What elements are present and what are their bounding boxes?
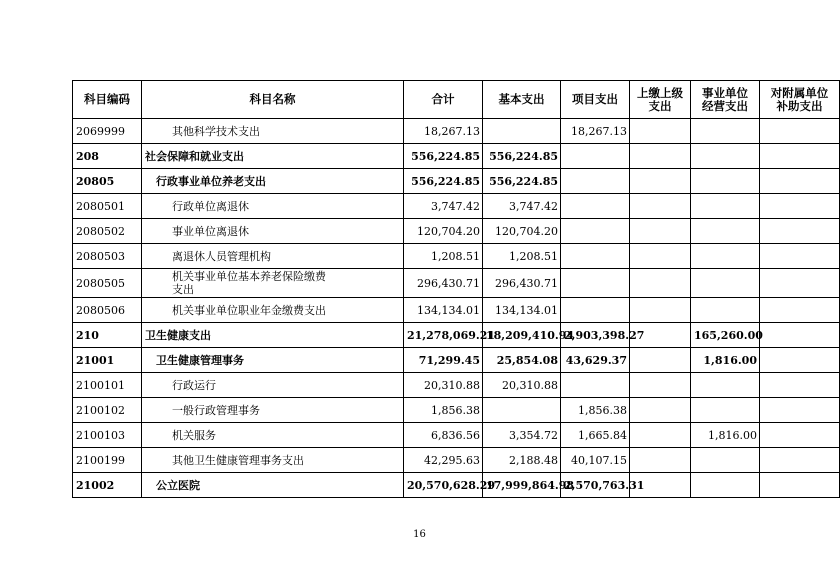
cell-upper [630, 244, 691, 269]
table-row [73, 323, 840, 348]
cell-total: 3,747.42 [404, 194, 483, 219]
cell-subject-code: 20805 [73, 169, 142, 194]
cell-upper [630, 373, 691, 398]
cell-subject-name: 行政单位离退休 [142, 194, 404, 219]
cell-subsidy [760, 298, 840, 323]
cell-subject-name: 其他卫生健康管理事务支出 [142, 448, 404, 473]
cell-upper [630, 398, 691, 423]
cell-total: 1,856.38 [404, 398, 483, 423]
cell-total: 18,267.13 [404, 119, 483, 144]
cell-project [561, 244, 630, 269]
cell-upper [630, 219, 691, 244]
cell-business [691, 144, 760, 169]
cell-business: 165,260.00 [691, 323, 760, 348]
cell-basic: 2,188.48 [483, 448, 561, 473]
cell-total: 296,430.71 [404, 269, 483, 298]
header-upper-remittance: 上缴上级 支出 [630, 81, 691, 119]
budget-table-container [72, 80, 829, 498]
cell-project [561, 169, 630, 194]
cell-total: 6,836.56 [404, 423, 483, 448]
cell-project: 18,267.13 [561, 119, 630, 144]
table-row [73, 144, 840, 169]
cell-project [561, 269, 630, 298]
table-row [73, 473, 840, 498]
cell-project: 43,629.37 [561, 348, 630, 373]
cell-subsidy [760, 244, 840, 269]
expenditure-table [72, 80, 840, 498]
cell-total: 134,134.01 [404, 298, 483, 323]
cell-total: 71,299.45 [404, 348, 483, 373]
cell-project: 1,665.84 [561, 423, 630, 448]
cell-basic: 134,134.01 [483, 298, 561, 323]
cell-subject-name: 事业单位离退休 [142, 219, 404, 244]
cell-subject-code: 2069999 [73, 119, 142, 144]
page-number: 16 [413, 529, 426, 540]
cell-basic: 18,209,410.94 [483, 323, 561, 348]
cell-upper [630, 194, 691, 219]
cell-total: 20,310.88 [404, 373, 483, 398]
cell-subsidy [760, 448, 840, 473]
cell-upper [630, 169, 691, 194]
cell-total: 120,704.20 [404, 219, 483, 244]
cell-subject-code: 21002 [73, 473, 142, 498]
cell-business [691, 219, 760, 244]
cell-subject-code: 2080505 [73, 269, 142, 298]
header-basic-expenditure: 基本支出 [483, 81, 561, 119]
cell-total: 556,224.85 [404, 169, 483, 194]
cell-upper [630, 144, 691, 169]
cell-upper [630, 298, 691, 323]
header-subject-code: 科目编码 [73, 81, 142, 119]
cell-subject-name: 社会保障和就业支出 [142, 144, 404, 169]
cell-subject-name: 机关事业单位基本养老保险缴费 支出 [142, 269, 404, 298]
cell-subject-name: 其他科学技术支出 [142, 119, 404, 144]
cell-business [691, 398, 760, 423]
cell-subsidy [760, 169, 840, 194]
cell-subject-name: 行政运行 [142, 373, 404, 398]
cell-business [691, 298, 760, 323]
cell-subsidy [760, 423, 840, 448]
cell-total: 556,224.85 [404, 144, 483, 169]
table-row [73, 448, 840, 473]
table-header-row [73, 81, 840, 119]
cell-subject-code: 2100103 [73, 423, 142, 448]
header-subject-name: 科目名称 [142, 81, 404, 119]
cell-total: 20,570,628.29 [404, 473, 483, 498]
cell-project [561, 219, 630, 244]
cell-business [691, 448, 760, 473]
header-affiliate-subsidy: 对附属单位 补助支出 [760, 81, 840, 119]
cell-subject-name: 行政事业单位养老支出 [142, 169, 404, 194]
cell-subject-code: 2080506 [73, 298, 142, 323]
table-row [73, 194, 840, 219]
header-project-expenditure: 项目支出 [561, 81, 630, 119]
cell-subject-code: 2080502 [73, 219, 142, 244]
cell-project: 2,570,763.31 [561, 473, 630, 498]
cell-total: 1,208.51 [404, 244, 483, 269]
cell-basic: 296,430.71 [483, 269, 561, 298]
table-row [73, 219, 840, 244]
cell-subsidy [760, 473, 840, 498]
cell-subject-code: 208 [73, 144, 142, 169]
cell-subject-code: 2100102 [73, 398, 142, 423]
cell-basic: 3,354.72 [483, 423, 561, 448]
cell-basic: 25,854.08 [483, 348, 561, 373]
cell-subsidy [760, 269, 840, 298]
cell-subsidy [760, 144, 840, 169]
cell-upper [630, 119, 691, 144]
cell-project [561, 194, 630, 219]
cell-subject-name: 一般行政管理事务 [142, 398, 404, 423]
cell-business [691, 169, 760, 194]
table-row [73, 244, 840, 269]
cell-subject-name: 机关服务 [142, 423, 404, 448]
cell-basic: 17,999,864.98 [483, 473, 561, 498]
cell-basic [483, 119, 561, 144]
cell-project: 1,856.38 [561, 398, 630, 423]
cell-subsidy [760, 398, 840, 423]
cell-business: 1,816.00 [691, 348, 760, 373]
table-row [73, 169, 840, 194]
cell-basic: 120,704.20 [483, 219, 561, 244]
table-row [73, 298, 840, 323]
cell-project: 40,107.15 [561, 448, 630, 473]
cell-subject-code: 2080501 [73, 194, 142, 219]
cell-business [691, 119, 760, 144]
cell-project [561, 144, 630, 169]
cell-subject-code: 2100101 [73, 373, 142, 398]
cell-subsidy [760, 348, 840, 373]
cell-business [691, 244, 760, 269]
cell-subject-code: 210 [73, 323, 142, 348]
table-row [73, 423, 840, 448]
cell-subject-name: 卫生健康管理事务 [142, 348, 404, 373]
cell-subject-name: 卫生健康支出 [142, 323, 404, 348]
cell-basic: 556,224.85 [483, 144, 561, 169]
table-body [73, 119, 840, 498]
cell-subject-name: 离退休人员管理机构 [142, 244, 404, 269]
cell-subsidy [760, 323, 840, 348]
cell-basic: 3,747.42 [483, 194, 561, 219]
cell-subject-code: 2100199 [73, 448, 142, 473]
table-row [73, 373, 840, 398]
table-row [73, 269, 840, 298]
cell-subsidy [760, 373, 840, 398]
cell-subsidy [760, 194, 840, 219]
header-business-expenditure: 事业单位 经营支出 [691, 81, 760, 119]
table-row [73, 119, 840, 144]
cell-upper [630, 348, 691, 373]
cell-basic: 20,310.88 [483, 373, 561, 398]
header-total: 合计 [404, 81, 483, 119]
cell-basic: 556,224.85 [483, 169, 561, 194]
cell-basic: 1,208.51 [483, 244, 561, 269]
cell-business [691, 194, 760, 219]
cell-business [691, 473, 760, 498]
table-row [73, 398, 840, 423]
cell-business [691, 269, 760, 298]
cell-subject-name: 公立医院 [142, 473, 404, 498]
cell-subsidy [760, 119, 840, 144]
cell-business: 1,816.00 [691, 423, 760, 448]
cell-subject-code: 2080503 [73, 244, 142, 269]
cell-upper [630, 448, 691, 473]
cell-project [561, 298, 630, 323]
cell-subject-name: 机关事业单位职业年金缴费支出 [142, 298, 404, 323]
cell-subsidy [760, 219, 840, 244]
cell-upper [630, 423, 691, 448]
table-row [73, 348, 840, 373]
cell-upper [630, 269, 691, 298]
cell-basic [483, 398, 561, 423]
cell-total: 21,278,069.21 [404, 323, 483, 348]
cell-project: 2,903,398.27 [561, 323, 630, 348]
cell-project [561, 373, 630, 398]
cell-business [691, 373, 760, 398]
cell-subject-code: 21001 [73, 348, 142, 373]
cell-total: 42,295.63 [404, 448, 483, 473]
